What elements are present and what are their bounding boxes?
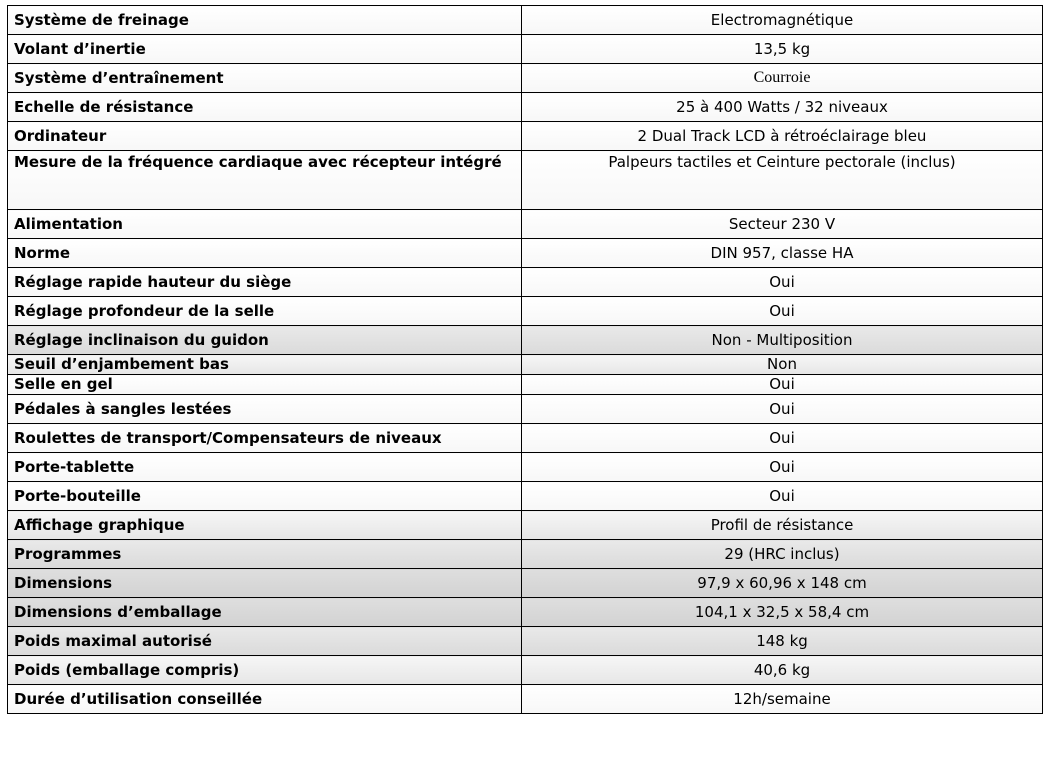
spec-label: Système d’entraînement bbox=[8, 64, 522, 93]
spec-value: Palpeurs tactiles et Ceinture pectorale (inclus) bbox=[522, 151, 1043, 210]
spec-value: Secteur 230 V bbox=[522, 210, 1043, 239]
spec-value: 40,6 kg bbox=[522, 656, 1043, 685]
spec-label: Affichage graphique bbox=[8, 511, 522, 540]
spec-value: 104,1 x 32,5 x 58,4 cm bbox=[522, 598, 1043, 627]
table-row bbox=[8, 93, 1043, 122]
spec-label: Porte-tablette bbox=[8, 453, 522, 482]
spec-label: Ordinateur bbox=[8, 122, 522, 151]
spec-label: Porte-bouteille bbox=[8, 482, 522, 511]
spec-value: Oui bbox=[522, 482, 1043, 511]
table-row bbox=[8, 6, 1043, 35]
table-row bbox=[8, 540, 1043, 569]
spec-value: Oui bbox=[522, 375, 1043, 395]
spec-value: 25 à 400 Watts / 32 niveaux bbox=[522, 93, 1043, 122]
spec-label: Seuil d’enjambement bas bbox=[8, 355, 522, 375]
table-row bbox=[8, 627, 1043, 656]
specifications-table bbox=[7, 5, 1043, 714]
table-row bbox=[8, 122, 1043, 151]
table-row bbox=[8, 375, 1043, 395]
table-row bbox=[8, 569, 1043, 598]
spec-label: Poids maximal autorisé bbox=[8, 627, 522, 656]
table-row bbox=[8, 453, 1043, 482]
table-row bbox=[8, 355, 1043, 375]
spec-value: 12h/semaine bbox=[522, 685, 1043, 714]
spec-label: Mesure de la fréquence cardiaque avec récepteur intégré bbox=[8, 151, 522, 210]
spec-value: 29 (HRC inclus) bbox=[522, 540, 1043, 569]
spec-value: Oui bbox=[522, 395, 1043, 424]
spec-value: Non - Multiposition bbox=[522, 326, 1043, 355]
table-row bbox=[8, 151, 1043, 210]
spec-label: Réglage rapide hauteur du siège bbox=[8, 268, 522, 297]
table-row bbox=[8, 482, 1043, 511]
spec-value: 2 Dual Track LCD à rétroéclairage bleu bbox=[522, 122, 1043, 151]
table-row bbox=[8, 326, 1043, 355]
spec-value: Electromagnétique bbox=[522, 6, 1043, 35]
spec-value: Oui bbox=[522, 297, 1043, 326]
table-row bbox=[8, 268, 1043, 297]
spec-label: Selle en gel bbox=[8, 375, 522, 395]
spec-value: 13,5 kg bbox=[522, 35, 1043, 64]
table-row bbox=[8, 685, 1043, 714]
table-row bbox=[8, 656, 1043, 685]
table-row bbox=[8, 64, 1043, 93]
spec-value: Non bbox=[522, 355, 1043, 375]
table-row bbox=[8, 511, 1043, 540]
spec-value: Oui bbox=[522, 453, 1043, 482]
spec-label: Roulettes de transport/Compensateurs de niveaux bbox=[8, 424, 522, 453]
spec-label: Norme bbox=[8, 239, 522, 268]
spec-label: Programmes bbox=[8, 540, 522, 569]
table-row bbox=[8, 424, 1043, 453]
table-row bbox=[8, 35, 1043, 64]
spec-label: Dimensions bbox=[8, 569, 522, 598]
table-row bbox=[8, 210, 1043, 239]
spec-value: Courroie bbox=[522, 64, 1043, 93]
spec-label: Système de freinage bbox=[8, 6, 522, 35]
spec-label: Durée d’utilisation conseillée bbox=[8, 685, 522, 714]
spec-value: Oui bbox=[522, 424, 1043, 453]
table-row bbox=[8, 239, 1043, 268]
spec-value: 148 kg bbox=[522, 627, 1043, 656]
spec-label: Dimensions d’emballage bbox=[8, 598, 522, 627]
spec-value: Oui bbox=[522, 268, 1043, 297]
spec-label: Pédales à sangles lestées bbox=[8, 395, 522, 424]
spec-label: Echelle de résistance bbox=[8, 93, 522, 122]
spec-label: Volant d’inertie bbox=[8, 35, 522, 64]
spec-value: Profil de résistance bbox=[522, 511, 1043, 540]
table-row bbox=[8, 297, 1043, 326]
table-row bbox=[8, 395, 1043, 424]
spec-label: Poids (emballage compris) bbox=[8, 656, 522, 685]
spec-value: 97,9 x 60,96 x 148 cm bbox=[522, 569, 1043, 598]
spec-label: Réglage profondeur de la selle bbox=[8, 297, 522, 326]
spec-label: Alimentation bbox=[8, 210, 522, 239]
spec-value: DIN 957, classe HA bbox=[522, 239, 1043, 268]
spec-label: Réglage inclinaison du guidon bbox=[8, 326, 522, 355]
table-row bbox=[8, 598, 1043, 627]
